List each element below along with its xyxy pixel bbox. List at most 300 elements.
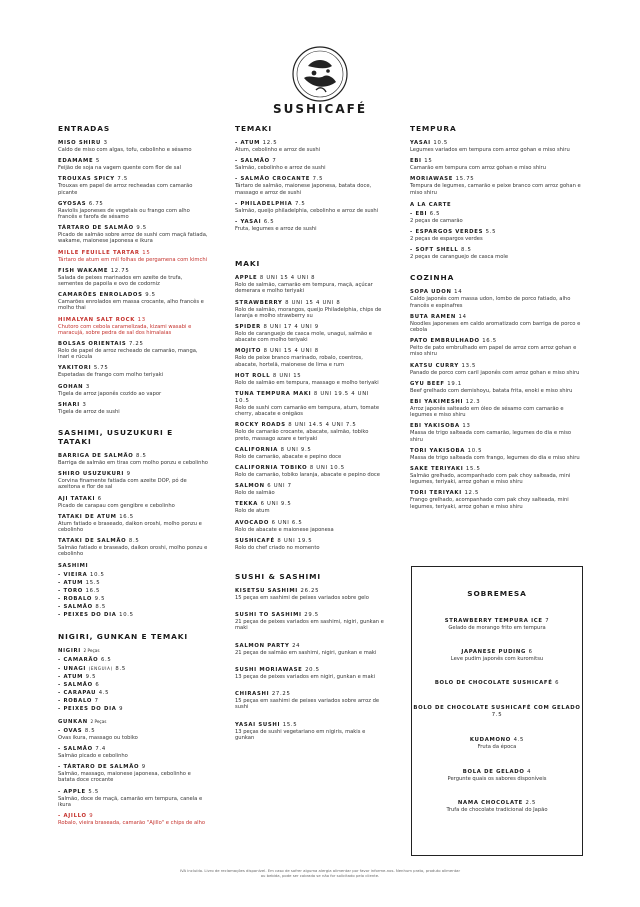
menu-item-name <box>410 423 585 430</box>
menu-item <box>58 789 208 808</box>
item-price: 8 UNI 14.5 4 UNI 7.5 <box>288 422 357 429</box>
menu-item-description: Rolo de salmão <box>235 490 275 497</box>
item-price: 7.25 <box>128 341 144 348</box>
item-name: - TÁRTARO DE SALMÃO <box>58 764 140 771</box>
item-name: - EBI <box>410 210 428 217</box>
item-name: BOLO DE CHOCOLATE SUSHICAFÉ <box>434 680 553 687</box>
menu-item <box>410 423 585 442</box>
menu-item-name <box>410 363 585 370</box>
item-name: GYOSAS <box>58 200 87 207</box>
item-price: 7 <box>94 697 99 704</box>
menu-item <box>58 402 208 415</box>
menu-item <box>235 538 385 551</box>
item-name: SUSHICAFÉ <box>235 537 275 544</box>
item-name: NAMA CHOCOLATE <box>457 799 523 806</box>
item-price: 13.5 <box>461 362 477 369</box>
menu-item <box>58 225 208 244</box>
item-name: STRAWBERRY TEMPURA ICE <box>444 618 543 624</box>
menu-item <box>235 158 385 171</box>
item-price: 7.5 <box>117 176 128 183</box>
menu-item-name <box>58 538 208 545</box>
item-name: MOJITO <box>235 348 262 355</box>
menu-item <box>58 746 208 759</box>
menu-item-description: Picado de carapau com gengibre e cebolinho <box>58 502 175 509</box>
item-price: 6 <box>555 680 560 687</box>
item-name: BOLO DE CHOCOLATE SUSHICAFÉ COM GELADO <box>413 705 581 712</box>
item-price: 6 UNI 9.5 <box>260 501 292 508</box>
item-name: - SALMÃO CROCANTE <box>235 176 311 183</box>
item-price: 9.5 <box>94 595 106 602</box>
menu-item-name <box>58 764 208 771</box>
menu-item-description: Massa de trigo salteada com frango, legumes do dia e miso shiru <box>410 454 580 461</box>
item-price: 9 <box>89 812 94 819</box>
menu-item <box>412 737 582 750</box>
item-name: BARRIGA DE SALMÃO <box>58 453 134 460</box>
item-name: YASAI SUSHI <box>235 721 281 728</box>
menu-item <box>58 453 208 466</box>
menu-item-description: Panado de porco com caril japonês com arroz gohan e miso shiru <box>410 369 580 376</box>
menu-item <box>235 201 385 214</box>
item-name: SHARI <box>58 401 80 408</box>
menu-item-description: Rolo de abacate e maionese japonesa <box>235 526 334 533</box>
menu-item-description: Massa de trigo salteada com camarão, legumes do dia e miso shiru <box>410 430 572 443</box>
menu-item <box>58 384 208 397</box>
item-name: SALMON <box>235 483 265 490</box>
item-name: - SALMÃO <box>58 745 93 752</box>
item-name: YASAI <box>410 140 431 146</box>
menu-item <box>58 612 208 619</box>
menu-item-name <box>235 201 385 208</box>
menu-item-name <box>58 140 208 147</box>
menu-item-name <box>410 158 585 165</box>
item-price: 20.5 <box>305 666 320 673</box>
menu-item <box>235 219 385 232</box>
item-price: 10.5 <box>119 611 134 618</box>
menu-item-name <box>58 384 208 391</box>
menu-item-name <box>412 618 582 625</box>
menu-item <box>58 690 208 697</box>
item-name: CHIRASHI <box>235 691 270 698</box>
item-price: 8 UNI 9.5 <box>280 446 312 453</box>
item-price: 7.4 <box>95 745 106 752</box>
item-price: 9.5 <box>85 673 97 680</box>
menu-item-name <box>58 612 208 619</box>
item-name: EDAMAME <box>58 158 94 165</box>
item-price: 4.5 <box>98 689 110 696</box>
item-name: - SALMÃO <box>235 158 270 165</box>
menu-item-description: 2 peças de espargos verdes <box>410 236 483 243</box>
item-price: 4.5 <box>513 737 525 744</box>
menu-item <box>235 373 385 386</box>
item-price: 8 UNI 15 4 UNI 8 <box>263 348 319 355</box>
menu-item <box>412 680 582 687</box>
item-name: TUNA TEMPURA MAKI <box>235 391 312 398</box>
menu-item-description: Salmão fatiado e braseado, daikon oroshi, molho ponzu e cebolinho <box>58 545 208 558</box>
item-price: 27.25 <box>271 691 291 698</box>
item-price: 9.5 <box>145 292 156 299</box>
menu-item-name <box>410 399 585 406</box>
menu-item-name <box>410 466 585 473</box>
menu-item <box>412 618 582 631</box>
menu-item-name <box>235 588 385 595</box>
item-price: 8 UNI 19.5 <box>277 537 313 544</box>
item-name: EBI YAKISOBA <box>410 423 460 430</box>
menu-item-description: Rolo de camarão crocante, abacate, salmão, tobiko preto, massago azare e teriyaki <box>235 429 369 442</box>
menu-item <box>58 292 208 311</box>
item-name: SAKE TERIYAKI <box>410 466 464 473</box>
menu-item <box>410 211 585 224</box>
menu-item <box>410 229 585 242</box>
item-price: 9 <box>119 705 124 712</box>
item-name: SHIRO USUZUKURI <box>58 471 125 478</box>
item-name: - SALMÃO <box>58 603 93 610</box>
item-name: KATSU CURRY <box>410 362 459 369</box>
item-name: PATO EMBRULHADO <box>410 338 480 345</box>
menu-item-description: Rolo de camarão, abacate e pepino doce <box>235 453 342 460</box>
menu-item-name <box>235 391 385 405</box>
menu-item-description: Rolo de sushi com camarão em tempura, atum, tomate cherry, abacate e orégãos <box>235 405 380 418</box>
item-price: 8 UNI 19.5 4 UNI 10.5 <box>235 391 370 405</box>
item-name: CALIFORNIA <box>235 446 279 453</box>
item-price: 15.75 <box>455 176 475 183</box>
menu-item-description: Feijão de soja na vagem quente com flor de sal <box>58 165 181 172</box>
menu-item-name <box>58 580 208 587</box>
item-name: TROUXAS SPICY <box>58 176 115 183</box>
item-name: EBI <box>410 158 422 165</box>
section-tempura <box>410 124 585 260</box>
item-name: - ESPARGOS VERDES <box>410 229 484 236</box>
menu-item-description: Arroz japonês salteado em óleo de sésamo com camarão e legumes e miso shiru <box>410 406 564 419</box>
menu-item-name <box>235 300 385 307</box>
item-price: 12.75 <box>110 267 130 274</box>
item-price: 8.5 <box>136 453 147 460</box>
menu-item-description: 21 peças de peixes variados em sashimi, nigiri, gunkan e maki <box>235 619 384 632</box>
item-name: - ATUM <box>58 579 84 586</box>
menu-item <box>410 338 585 357</box>
menu-item <box>235 275 385 294</box>
menu-item-name <box>410 338 585 345</box>
section-title: SASHIMI, USUZUKURI E TATAKI <box>58 428 174 447</box>
menu-item <box>58 580 208 587</box>
menu-item-description: Rolo de salmão em tempura, massago e molho teriyaki <box>235 379 379 386</box>
menu-item-name <box>235 422 385 429</box>
menu-item-name <box>235 140 385 147</box>
item-name: CAMARÕES ENROLADOS <box>58 292 143 299</box>
menu-item-name <box>58 268 208 275</box>
footer-note: IVA incluído. Livro de reclamações disponível. Em caso de sofrer alguma alergia alimentar por favor informe-nos. Nenhum prato, produto alimentar ou bebida, pode ser cobrado se não for solicitado pelo cliente. <box>180 868 460 878</box>
item-name: GOHAN <box>58 383 84 390</box>
item-price: 5.5 <box>485 229 497 236</box>
item-name: BOLSAS ORIENTAIS <box>58 341 127 348</box>
menu-item-description: 13 peças de sushi vegetariano em nigiris, makis e gunkan <box>235 728 366 741</box>
menu-item-name <box>410 381 585 388</box>
menu-item <box>235 140 385 153</box>
menu-item-name <box>58 674 208 681</box>
menu-item <box>58 201 208 220</box>
item-name: TORI TERIYAKI <box>410 490 462 497</box>
item-price: 29.5 <box>304 612 319 619</box>
menu-item <box>410 176 585 195</box>
menu-item <box>410 466 585 485</box>
menu-item-name <box>412 680 582 687</box>
item-name: - ROBALO <box>58 595 93 602</box>
menu-item-description: Picado de salmão sobre arroz de sushi com maçã fatiada, wakame, maionese japonesa e ikura <box>58 232 208 245</box>
menu-item <box>58 250 208 263</box>
item-name: TÁRTARO DE SALMÃO <box>58 225 134 232</box>
menu-item <box>58 665 208 673</box>
menu-item-name <box>58 514 208 521</box>
menu-item-description: Pergunte quais os sabores disponíveis <box>447 775 547 782</box>
item-name: - CAMARÃO <box>58 656 99 663</box>
item-name: MISO SHIRU <box>58 140 102 146</box>
menu-item <box>235 520 385 533</box>
item-name: TEKKA <box>235 501 259 508</box>
menu-item-name <box>412 769 582 776</box>
menu-item-name <box>58 158 208 165</box>
menu-item <box>235 691 385 710</box>
menu-item <box>412 800 582 813</box>
item-name: SOPA UDON <box>410 289 452 296</box>
menu-item <box>58 496 208 509</box>
menu-item-name <box>58 341 208 348</box>
menu-item-description: Beef grelhado com demishoyu, batata frita, enoki e miso shiru <box>410 387 573 394</box>
item-price: 6 UNI 6.5 <box>271 519 303 526</box>
item-price: 14 <box>454 289 463 296</box>
menu-item <box>58 657 208 664</box>
menu-item-name <box>410 211 585 218</box>
menu-item-description: 15 peças em sashimi de peixes variados sobre gelo <box>235 595 369 602</box>
menu-item-description: Chutoro com cebola caramelizada, kizami wasabi e maracujá, sobre pedra de sal dos himalaias <box>58 323 192 336</box>
item-name: SUSHI TO SASHIMI <box>235 612 302 619</box>
menu-item-description: Tempura de legumes, camarão e peixe branco com arroz gohan e miso shiru <box>410 183 581 196</box>
menu-item-name <box>235 538 385 545</box>
menu-item <box>235 447 385 460</box>
menu-item-description: Noodles japoneses em caldo aromatizado com barriga de porco e cebola <box>410 320 581 334</box>
menu-item-description: Tigela de arroz de sushi <box>58 408 120 415</box>
menu-item-name <box>235 667 385 674</box>
item-price: 7.5 <box>312 176 324 183</box>
brand-name: SUSHICAFÉ <box>272 102 368 116</box>
item-price: 15.5 <box>85 579 101 586</box>
item-name: YAKITORI <box>58 365 92 372</box>
gunkan-subtitle: GUNKAN 2 Peças <box>58 718 107 725</box>
menu-item-name <box>235 501 385 508</box>
item-price: 19.1 <box>447 380 462 387</box>
menu-item-name <box>412 800 582 807</box>
item-price: 7.5 <box>294 200 306 207</box>
menu-item-description: Rolo de camarão, tobiko laranja, abacate e pepino doce <box>235 472 380 479</box>
menu-item <box>58 341 208 360</box>
item-price: 7 <box>272 158 277 165</box>
menu-item-name <box>58 682 208 689</box>
menu-item-name <box>235 643 385 650</box>
menu-item-name <box>58 596 208 603</box>
item-name: - OVAS <box>58 727 83 734</box>
item-price: 15 <box>424 158 433 165</box>
menu-item-name <box>235 373 385 380</box>
menu-item-description: Camarão em tempura com arroz gohan e miso shiru <box>410 165 546 172</box>
menu-item-description: 2 peças de caranguejo de casca mole <box>410 254 509 261</box>
item-name: FISH WAKAME <box>58 267 109 274</box>
menu-item-name <box>410 490 585 497</box>
section-title: SOBREMESA <box>467 589 527 598</box>
item-name: TORI YAKISOBA <box>410 447 466 454</box>
menu-item <box>58 317 208 336</box>
item-price: 15.5 <box>465 466 481 473</box>
item-name: HOT ROLL <box>235 372 271 379</box>
menu-item <box>58 604 208 611</box>
item-name: TATAKI DE ATUM <box>58 513 117 520</box>
a-la-carte-subtitle: A LA CARTE <box>410 201 452 208</box>
menu-item-description: 15 peças em sashimi de peixes variados sobre arroz de sushi <box>235 698 380 711</box>
item-price: 9 <box>126 471 131 478</box>
menu-item <box>58 698 208 705</box>
menu-item-description: Tártaro de salmão, maionese japonesa, batata doce, massago e arroz de sushi <box>235 183 372 196</box>
item-price: 8.5 <box>128 538 140 545</box>
menu-item-description: Ovas ikura, massago ou tobiko <box>58 734 138 741</box>
item-name: GYU BEEF <box>410 380 445 387</box>
section-sashimi-tataki <box>58 428 208 619</box>
menu-item <box>235 422 385 441</box>
menu-item-description: Frango grelhado, acompanhado com pak choy salteada, mini legumes, teriyaki, arroz gohan e miso shiru <box>410 497 569 510</box>
menu-item-description: Rolo de papel de arroz recheado de camarão, manga, inari e rúcula <box>58 348 198 361</box>
menu-item-description: Atum fatiado e braseado, daikon oroshi, molho ponzu e cebolinho <box>58 520 202 534</box>
item-price: 10.5 <box>467 447 483 454</box>
menu-item-description: Rolo de salmão, morangos, queijo Philadelphia, chips de laranja e molho strawberry su <box>235 306 382 319</box>
item-name: SPIDER <box>235 324 261 331</box>
menu-item-description: Tigela de arroz japonês cozido ao vapor <box>58 390 162 397</box>
menu-item <box>58 158 208 171</box>
section-title: COZINHA <box>410 273 455 283</box>
item-name: MORIAWASE <box>410 176 454 183</box>
item-name: BUTA RAMEN <box>410 313 456 320</box>
menu-item-name <box>58 176 208 183</box>
item-name: - YASAI <box>235 219 262 226</box>
menu-item-description: Salmão, queijo philadelphia, cebolinho e arroz de sushi <box>235 207 379 214</box>
menu-item-name <box>58 201 208 208</box>
sushicafe-logo-icon <box>290 44 350 104</box>
menu-item <box>410 158 585 171</box>
menu-item-name <box>58 746 208 753</box>
item-name: - CARAPAU <box>58 689 97 696</box>
item-name: - ROBALO <box>58 697 93 704</box>
menu-item <box>58 140 208 153</box>
menu-item <box>412 769 582 782</box>
menu-item-name <box>58 365 208 372</box>
item-name: HIMALYAN SALT ROCK <box>58 316 136 323</box>
menu-item-description: Rolo de salmão, camarão em tempura, maçã, açúcar demerara e molho teriyaki <box>235 282 373 295</box>
item-name: - TORO <box>58 587 83 594</box>
menu-item-name <box>58 706 208 713</box>
item-name: - SOFT SHELL <box>410 247 459 254</box>
menu-item <box>58 268 208 287</box>
menu-item <box>58 674 208 681</box>
item-name: ROCKY ROADS <box>235 422 286 429</box>
menu-item <box>235 722 385 741</box>
item-price: 8.5 <box>84 727 96 734</box>
menu-item <box>58 596 208 603</box>
menu-item-name <box>58 250 208 257</box>
item-name: - PHILADELPHIA <box>235 200 293 207</box>
menu-item <box>410 399 585 418</box>
menu-item-description: 13 peças de peixes variados em nigiri, gunkan e maki <box>235 673 376 680</box>
menu-item <box>235 612 385 631</box>
nigiri-subtitle: NIGIRI 2 Peças <box>58 647 100 654</box>
menu-item <box>410 314 585 333</box>
menu-item-description: Atum, cebolinho e arroz de sushi <box>235 147 321 153</box>
section-nigiri <box>58 632 208 826</box>
menu-item-description: Legumes variados em tempura com arroz gohan e miso shiru <box>410 147 570 153</box>
section-entradas <box>58 124 208 415</box>
item-price: 10.5 <box>90 571 105 578</box>
section-title: SUSHI & SASHIMI <box>235 572 322 582</box>
menu-item-name <box>410 448 585 455</box>
section-cozinha <box>410 273 585 509</box>
menu-item-description: Salmão, cebolinho e arroz de sushi <box>235 165 326 172</box>
section-title: TEMAKI <box>235 124 273 133</box>
item-price: 8.5 <box>95 603 106 610</box>
item-price: 8 UNI 15 4 UNI 8 <box>285 299 341 306</box>
menu-item-description: Robalo, vieira braseada, camarão "Ajillo" e chips de alho <box>58 819 206 826</box>
item-price: 12.5 <box>464 490 480 497</box>
item-price: 9 <box>141 764 146 771</box>
menu-item-description: Fruta, legumes e arroz de sushi <box>235 226 317 233</box>
menu-item-description: Rolo de atum <box>235 508 270 515</box>
item-name: KISETSU SASHIMI <box>235 588 298 595</box>
menu-item-name <box>58 813 208 820</box>
menu-item <box>58 706 208 713</box>
item-price: 8 UNI 15 4 UNI 8 <box>259 275 316 282</box>
item-name: KUDAMONO <box>469 737 512 744</box>
item-name: AJI TATAKI <box>58 495 96 502</box>
column-left <box>58 124 208 839</box>
menu-item-description: Caldo japonês com massa udon, lombo de porco fatiado, alho francês e espinafres <box>410 296 571 309</box>
menu-item-name <box>235 520 385 527</box>
item-price: 5.5 <box>88 788 99 795</box>
menu-item-name <box>410 314 585 321</box>
item-price: 16.5 <box>482 338 497 345</box>
section-title: ENTRADAS <box>58 124 111 133</box>
menu-item-description: Fruta da época <box>477 744 517 751</box>
menu-item <box>58 682 208 689</box>
menu-item-description: Tártaro de atum em mil folhas de pergamena com kimchi <box>58 256 208 263</box>
item-price: 8 UNI 15 <box>272 372 302 379</box>
menu-item <box>235 324 385 343</box>
sashimi-subtitle: SASHIMI <box>58 562 89 569</box>
menu-item <box>235 667 385 680</box>
item-name: BOLA DE GELADO <box>462 768 525 775</box>
item-price: 7.5 <box>491 712 503 719</box>
item-name: AVOCADO <box>235 519 270 526</box>
item-name: JAPANESE PUDING <box>461 649 527 656</box>
item-price: 16.5 <box>119 513 134 520</box>
menu-item-name <box>58 690 208 697</box>
item-price: 13 <box>137 316 146 323</box>
menu-item-name <box>235 483 385 490</box>
menu-item <box>58 176 208 195</box>
item-price: 14 <box>458 313 467 320</box>
menu-item-description: Gelado de morango frito em tempura <box>448 625 546 631</box>
menu-item <box>410 247 585 260</box>
item-price: 6 <box>97 495 102 502</box>
item-price: 13 <box>462 423 471 430</box>
menu-item-name <box>58 604 208 611</box>
menu-item-name <box>235 158 385 165</box>
item-note: (ENGUIA) <box>88 665 113 671</box>
menu-item <box>58 728 208 741</box>
menu-item-name <box>235 722 385 729</box>
item-price: 9.5 <box>136 225 147 232</box>
